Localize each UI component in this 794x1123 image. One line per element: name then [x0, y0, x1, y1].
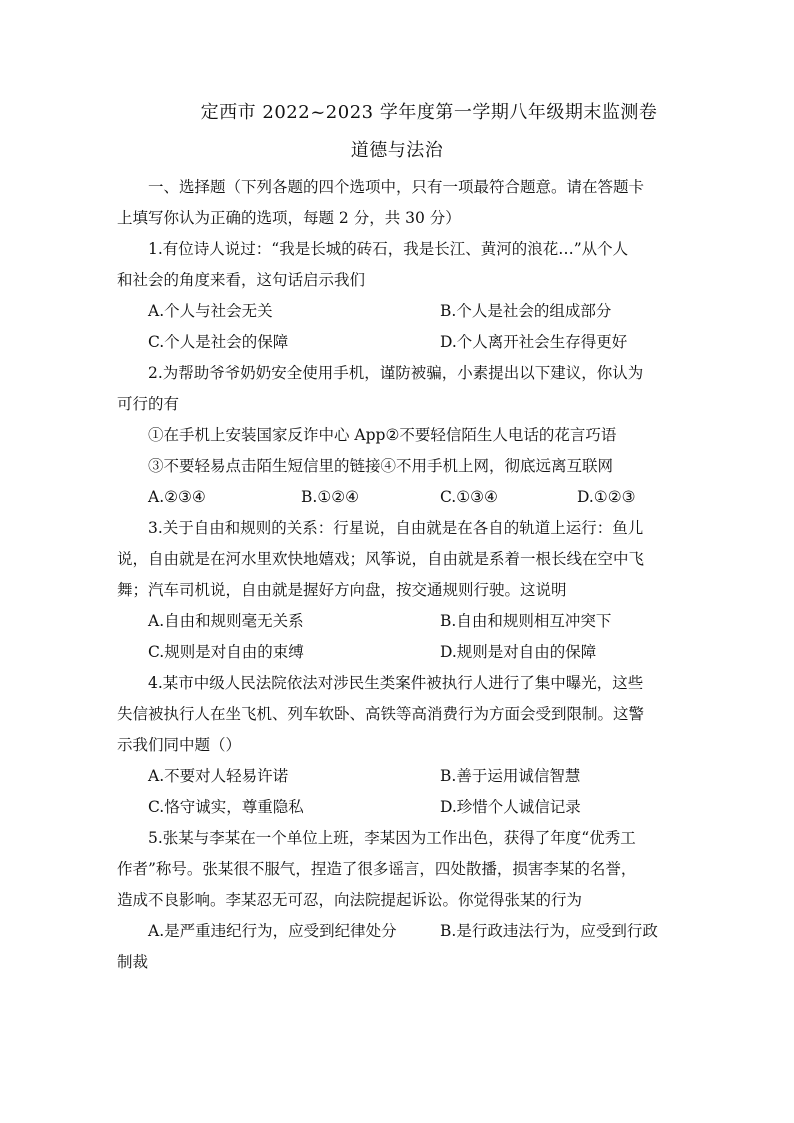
- statement-item: ①在手机上安装国家反诈中心 App②不要轻信陌生人电话的花言巧语: [148, 426, 617, 444]
- question-stem: 作者”称号。张某很不服气，捏造了很多谣言，四处散播，损害李某的名誉，: [117, 860, 637, 878]
- option-a: A.个人与社会无关: [148, 302, 273, 320]
- question-stem: 2.为帮助爷爷奶奶安全使用手机，谨防被骗，小素提出以下建议，你认为: [148, 364, 644, 382]
- exam-subject: 道德与法治: [350, 140, 444, 161]
- question-stem: 4.某市中级人民法院依法对涉民生类案件被执行人进行了集中曝光，这些: [148, 674, 644, 692]
- option-d: D.个人离开社会生存得更好: [440, 333, 628, 351]
- option-b: B.自由和规则相互冲突下: [440, 612, 612, 630]
- option-b: B.善于运用诚信智慧: [440, 767, 581, 785]
- question-stem: 舞；汽车司机说，自由就是握好方向盘，按交通规则行驶。这说明: [117, 581, 567, 599]
- statement-item: ③不要轻易点击陌生短信里的链接④不用手机上网，彻底远离互联网: [148, 457, 614, 475]
- question-stem: 5.张某与李某在一个单位上班，李某因为工作出色，获得了年度“优秀工: [148, 829, 636, 847]
- option-a: A.②③④: [148, 488, 206, 506]
- option-d: D.规则是对自由的保障: [440, 643, 597, 661]
- option-b: B.是行政违法行为，应受到行政: [440, 922, 658, 940]
- question-stem: 造成不良影响。李某忍无可忍，向法院提起诉讼。你觉得张某的行为: [117, 891, 583, 909]
- option-c: C.恪守诚实，尊重隐私: [148, 798, 304, 816]
- option-d: D.①②③: [577, 488, 636, 506]
- section-instruction-line: 一、选择题（下列各题的四个选项中，只有一项最符合题意。请在答题卡: [148, 178, 645, 196]
- option-a: A.自由和规则毫无关系: [148, 612, 304, 630]
- question-stem: 失信被执行人在坐飞机、列车软卧、高铁等高消费行为方面会受到限制。这警: [117, 705, 645, 723]
- option-b: B.个人是社会的组成部分: [440, 302, 612, 320]
- option-c: C.①③④: [440, 488, 498, 506]
- question-stem: 示我们同中题（）: [117, 736, 242, 754]
- option-a: A.不要对人轻易许诺: [148, 767, 289, 785]
- option-b: B.①②④: [301, 488, 360, 506]
- section-instruction-line: 上填写你认为正确的选项，每题 2 分，共 30 分）: [117, 209, 461, 227]
- option-c: C.规则是对自由的束缚: [148, 643, 304, 661]
- option-a: A.是严重违纪行为，应受到纪律处分: [148, 922, 397, 940]
- question-stem: 1.有位诗人说过：“我是长城的砖石，我是长江、黄河的浪花…”从个人: [148, 240, 629, 258]
- option-d: D.珍惜个人诚信记录: [440, 798, 581, 816]
- option-c: C.个人是社会的保障: [148, 333, 289, 351]
- exam-title: 定西市 2022~2023 学年度第一学期八年级期末监测卷: [200, 102, 658, 123]
- question-stem: 和社会的角度来看，这句话启示我们: [117, 271, 366, 289]
- question-stem: 3.关于自由和规则的关系：行星说，自由就是在各自的轨道上运行：鱼儿: [148, 519, 644, 537]
- question-stem: 可行的有: [117, 395, 180, 413]
- question-stem: 说，自由就是在河水里欢快地嬉戏；风筝说，自由就是系着一根长线在空中飞: [117, 550, 645, 568]
- option-b-continued: 制裁: [117, 953, 149, 971]
